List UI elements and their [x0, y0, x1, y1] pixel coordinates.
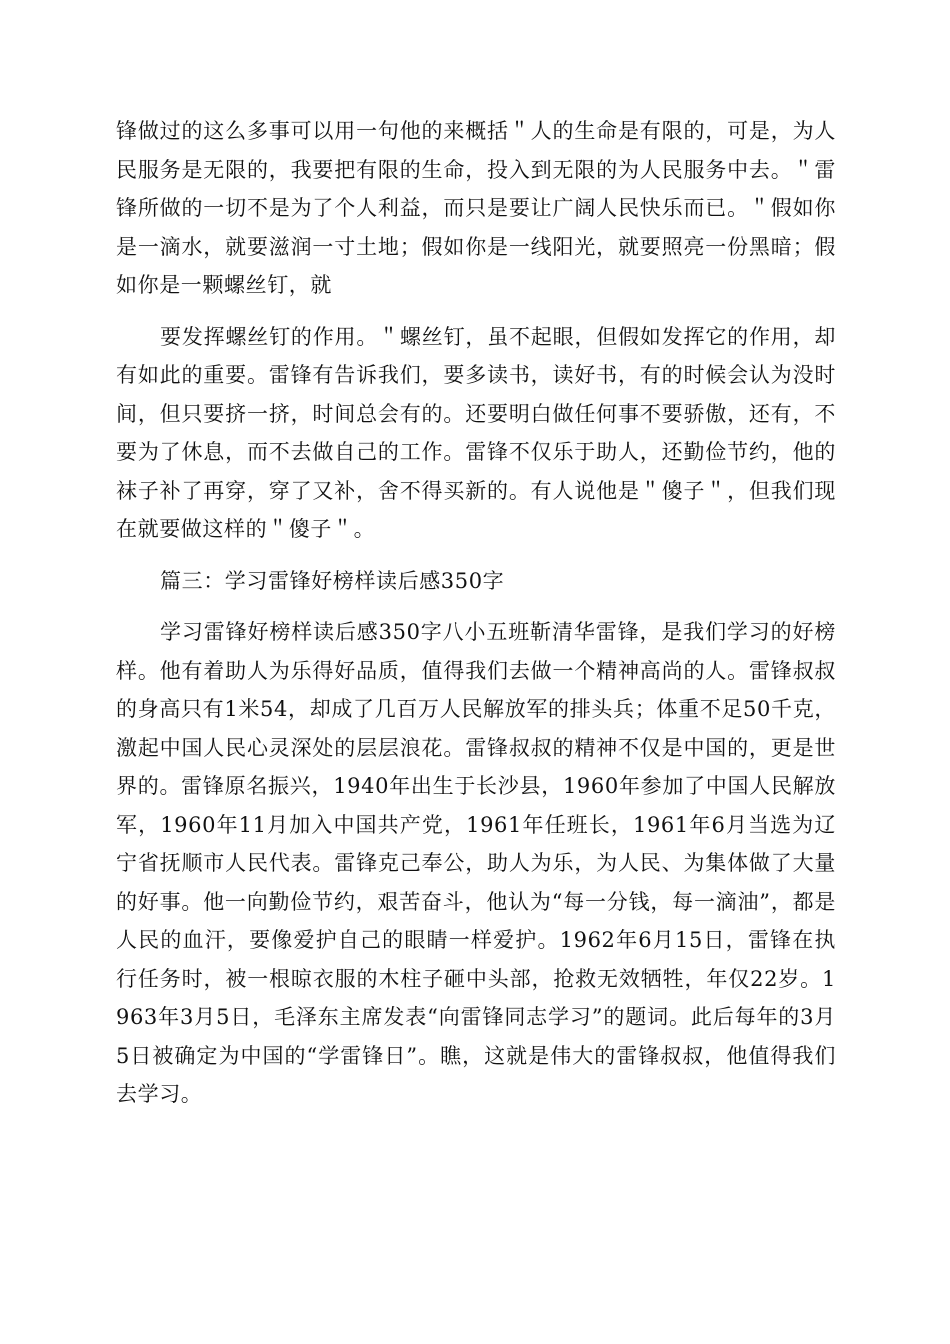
section-heading: 篇三：学习雷锋好榜样读后感350字: [160, 568, 505, 593]
paragraph-2: 要发挥螺丝钉的作用。＂螺丝钉，虽不起眼，但假如发挥它的作用，却有如此的重要。雷锋有告诉我们，要多读书，读好书，有的时候会认为没时间，但只要挤一挤，时间总会有的。还要明白做任何事不要骄傲，还有，不要为了休息，而不去做自己的工作。雷锋不仅乐于助人，还勤俭节约，他的袜子补了再穿，穿了又补，舍不得买新的。有人说他是＂傻子＂，但我们现在就要做这样的＂傻子＂。: [116, 324, 836, 541]
paragraph-3: 学习雷锋好榜样读后感350字八小五班靳清华雷锋，是我们学习的好榜样。他有着助人为乐得好品质，值得我们去做一个精神高尚的人。雷锋叔叔的身高只有1米54，却成了几百万人民解放军的排头兵；体重不足50千克，激起中国人民心灵深处的层层浪花。雷锋叔叔的精神不仅是中国的，更是世界的。雷锋原名振兴，1940年出生于长沙县，1960年参加了中国人民解放军，1960年11月加入中国共产党，1961年任班长，1961年6月当选为辽宁省抚顺市人民代表。雷锋克己奉公，助人为乐，为人民、为集体做了大量的好事。他一向勤俭节约，艰苦奋斗，他认为“每一分钱，每一滴油”，都是人民的血汗，要像爱护自己的眼睛一样爱护。1962年6月15日，雷锋在执行任务时，被一根晾衣服的木柱子砸中头部，抢救无效牺牲，年仅22岁。1963年3月5日，毛泽东主席发表“向雷锋同志学习”的题词。此后每年的3月5日被确定为中国的“学雷锋日”。瞧，这就是伟大的雷锋叔叔，他值得我们去学习。: [116, 620, 836, 1106]
document-page: [116, 112, 836, 1114]
paragraph-1: 锋做过的这么多事可以用一句他的来概括＂人的生命是有限的，可是，为人民服务是无限的，我要把有限的生命，投入到无限的为人民服务中去。＂雷锋所做的一切不是为了个人利益，而只是要让广阔人民快乐而已。＂假如你是一滴水，就要滋润一寸土地；假如你是一线阳光，就要照亮一份黑暗；假如你是一颗螺丝钉，就: [116, 119, 836, 297]
